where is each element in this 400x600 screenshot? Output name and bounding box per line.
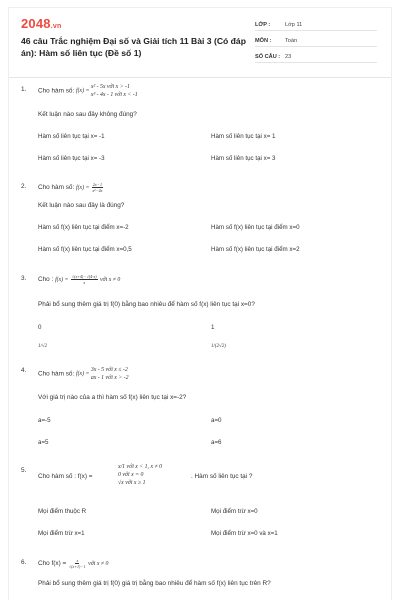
question-tail: . Hàm số liên tục tại ? [191, 473, 253, 480]
question-number: 3. [21, 275, 27, 282]
question-stem [38, 558, 108, 569]
question-5 [21, 464, 381, 552]
meta-label: MÔN : [255, 37, 272, 44]
meta-count-row [255, 51, 377, 63]
worksheet-page [9, 8, 391, 600]
answer-option-c[interactable]: Mọi điểm trừ x=1 [38, 530, 85, 537]
question-6 [21, 559, 381, 599]
question-stem [38, 182, 104, 193]
answer-option-a[interactable]: 0 [38, 324, 42, 331]
meta-label: SỐ CÂU : [255, 53, 281, 60]
answer-option-d[interactable]: Hàm số liên tục tại x= 3 [211, 155, 276, 162]
answer-option-b[interactable]: Mọi điểm trừ x=0 [211, 508, 258, 515]
answer-option-a[interactable]: Mọi điểm thuộc R [38, 508, 87, 515]
question-stem [38, 274, 120, 285]
answer-option-b[interactable]: 1 [211, 324, 215, 331]
meta-panel [255, 19, 377, 67]
question-lead: Cho f(x) = [38, 559, 67, 567]
function-formula: $\frac{x}{√(x+1) - 1}$ với x ≠ 0 [69, 558, 109, 569]
question-lead: Cho hàm số: [38, 370, 75, 378]
question-number: 1. [21, 86, 27, 93]
answer-option-d[interactable]: Hàm số f(x) liên tục tại điểm x=2 [211, 246, 300, 253]
function-formula: x/1 với x < 1, x ≠ 0 0 với x = 0 √x với x ≥ 1 [118, 464, 162, 486]
function-formula: f(x) = $\frac{√(x+4) - √(4-x)}{x}$ với x ≠ 0 [55, 274, 121, 285]
answer-option-a[interactable]: a=-5 [38, 417, 51, 424]
question-number: 2. [21, 183, 27, 190]
meta-value: 23 [285, 53, 292, 60]
function-formula: f(x) = x² - 5x với x > -1 x³ - 4x - 1 với x < -1 [76, 84, 138, 98]
question-1 [21, 86, 381, 166]
question-stem [38, 366, 128, 382]
meta-subject-row [255, 35, 377, 47]
function-formula: f(x) = 3x - 5 với x ≤ -2 ax - 1 với x > -2 [76, 367, 129, 381]
question-stem [38, 473, 93, 480]
site-logo[interactable] [21, 16, 61, 31]
logo-suffix: .vn [50, 23, 62, 30]
meta-class-row [255, 19, 377, 31]
question-prompt: Kết luận nào sau đây không đúng? [38, 111, 137, 118]
answer-option-c[interactable]: a=5 [38, 439, 49, 446]
question-lead: Cho hàm số: [38, 183, 75, 191]
answer-option-c[interactable]: Hàm số liên tục tại x= -3 [38, 155, 105, 162]
question-stem [38, 83, 138, 99]
question-lead: Cho hàm số : f(x) = [38, 473, 93, 480]
meta-value: Lớp 11 [285, 21, 303, 28]
question-4 [21, 367, 381, 452]
meta-value: Toán [285, 37, 298, 44]
answer-option-d[interactable]: Mọi điểm trừ x=0 và x=1 [211, 530, 278, 537]
logo-main: 2048 [21, 16, 51, 31]
answer-option-b[interactable]: Hàm số f(x) liên tục tại điểm x=0 [211, 224, 300, 231]
answer-option-b[interactable]: a=0 [211, 417, 222, 424]
header-divider [9, 77, 391, 78]
question-prompt: Với giá trị nào của a thì hàm số f(x) liên tục tại x=-2? [38, 394, 187, 401]
question-number: 4. [21, 367, 27, 374]
answer-option-a[interactable]: Hàm số f(x) liên tục tại điểm x=-2 [38, 224, 129, 231]
question-prompt: Phải bổ sung thêm giá trị f(0) bằng bao nhiêu để hàm số f(x) liên tục tại x=0? [38, 301, 255, 308]
page-title: 46 câu Trắc nghiệm Đại số và Giải tích 11 Bài 3 (Có đáp án): Hàm số liên tục (Đề số 1) [21, 36, 246, 58]
answer-option-a[interactable]: Hàm số liên tục tại x= -1 [38, 133, 105, 140]
answer-option-d[interactable]: 1/(2√2) [211, 344, 226, 349]
answer-option-c[interactable]: Hàm số f(x) liên tục tại điểm x=0,5 [38, 246, 132, 253]
meta-label: LỚP : [255, 21, 271, 28]
question-lead: Cho hàm số: [38, 87, 75, 95]
question-lead: Cho : [38, 275, 54, 283]
question-prompt: Phải bổ sung thêm giá trị f(0) giá trị bằng bao nhiêu để hàm số f(x) liên tục trên R? [38, 580, 271, 587]
question-prompt: Kết luận nào sau đây là đúng? [38, 202, 125, 209]
question-number: 6. [21, 559, 27, 566]
answer-option-c[interactable]: 1/√2 [38, 344, 48, 349]
question-2 [21, 183, 381, 263]
question-3 [21, 275, 381, 360]
answer-option-b[interactable]: Hàm số liên tục tại x= 1 [211, 133, 276, 140]
function-formula: f(x) = $\frac{2x - 1}{\text{x³ - 4x}}$ [76, 182, 103, 193]
question-number: 5. [21, 467, 27, 474]
answer-option-d[interactable]: a=6 [211, 439, 222, 446]
